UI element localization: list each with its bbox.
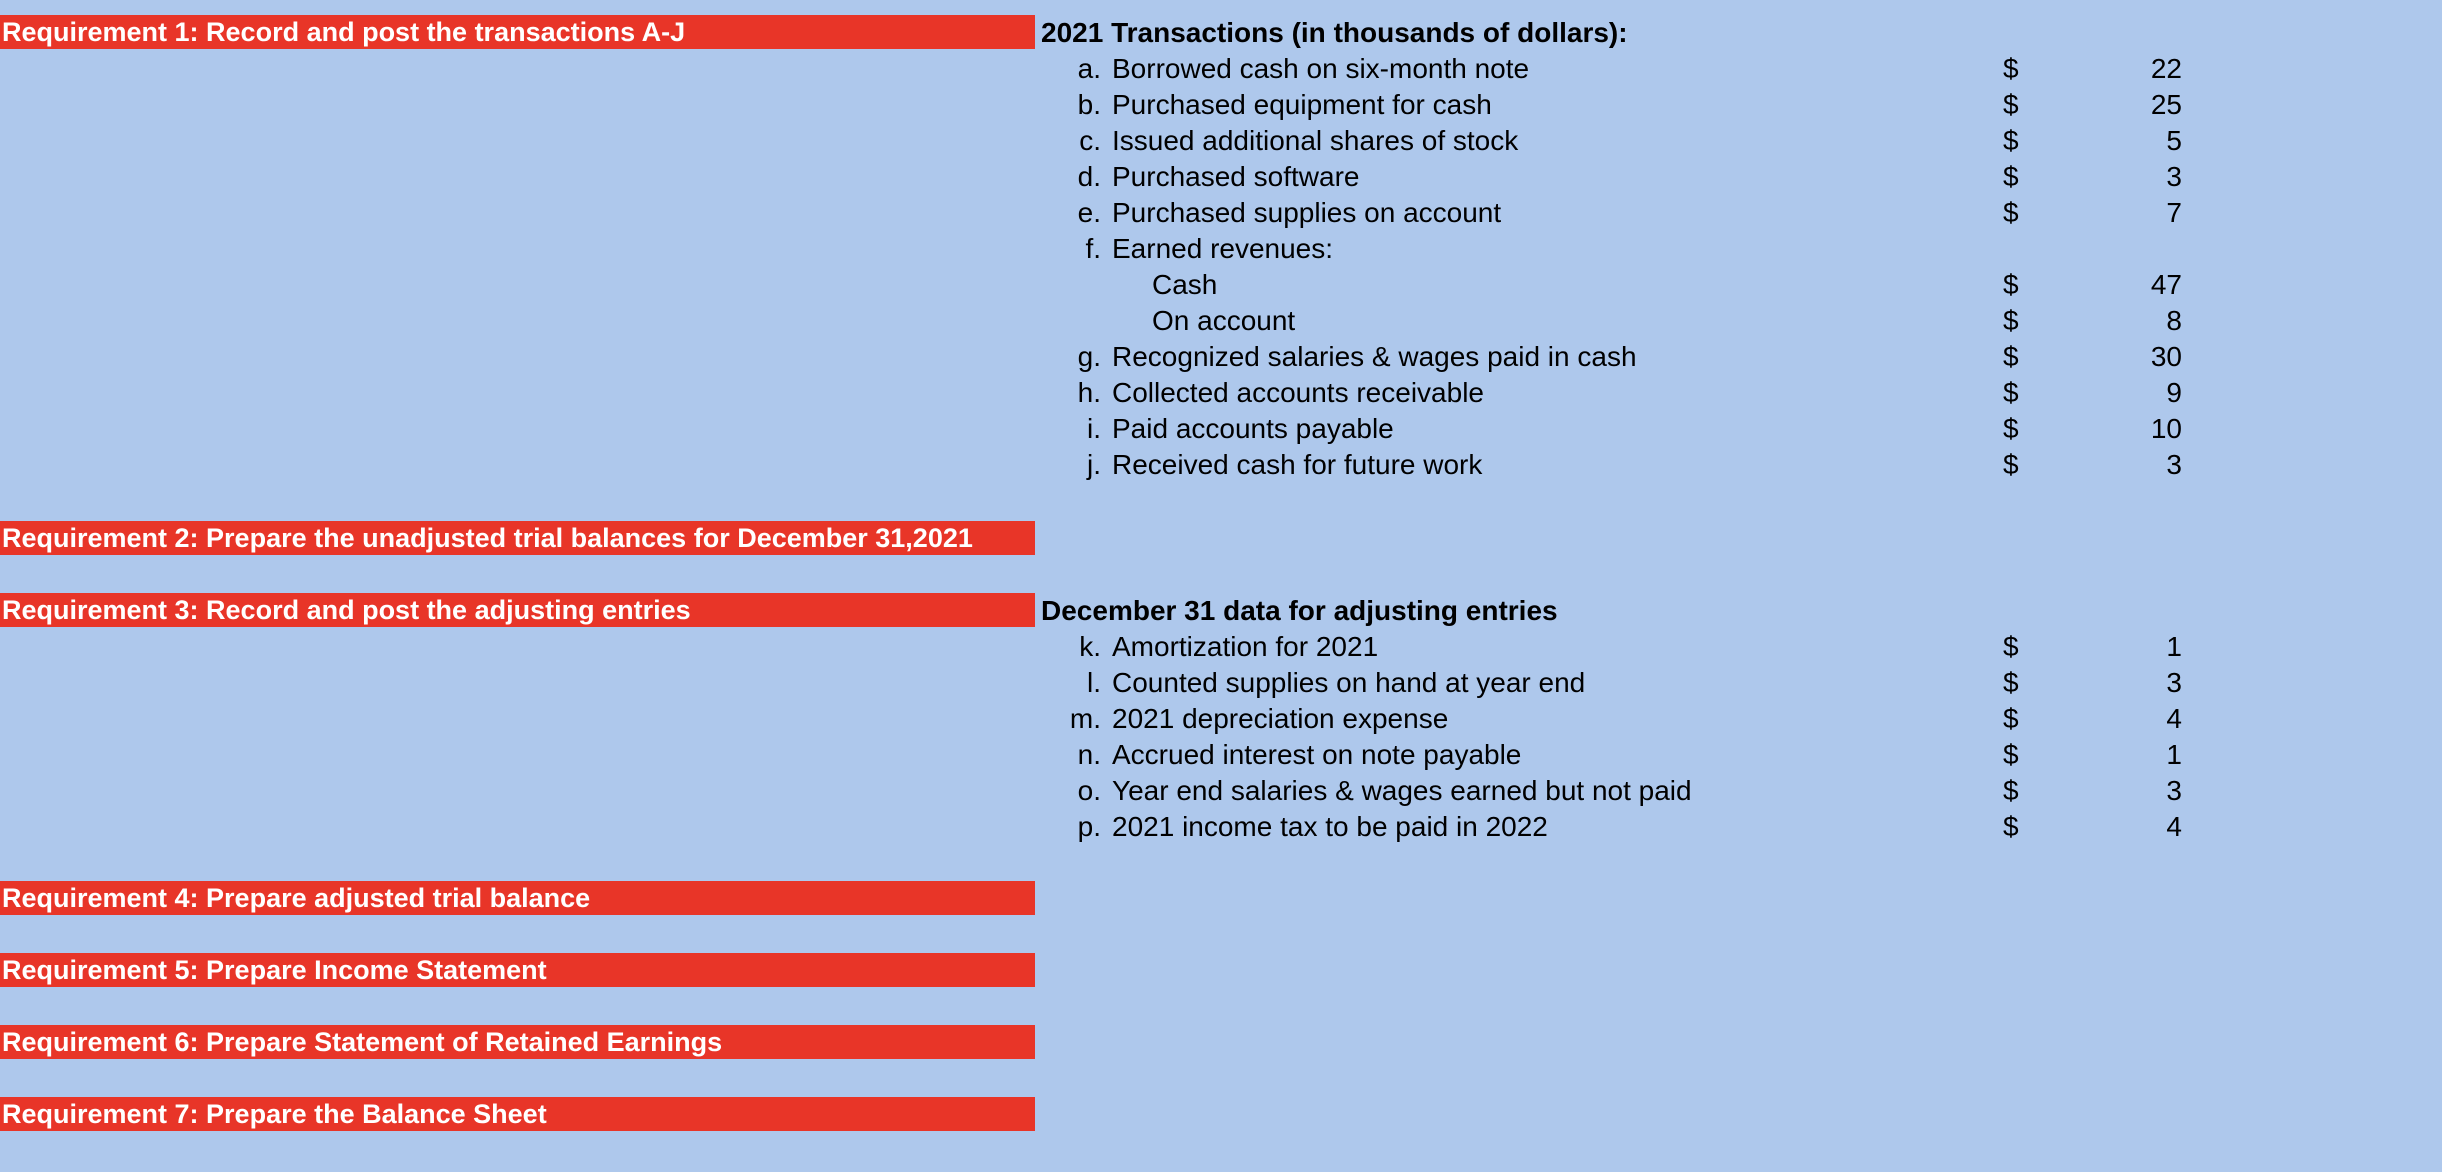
row-amount: 47 <box>2150 269 2182 300</box>
row-letter: d. <box>1077 161 1101 192</box>
row-amount: 10 <box>2150 413 2182 444</box>
row-letter: o. <box>1077 775 1101 806</box>
transaction-row-i[interactable] <box>0 411 2442 447</box>
transaction-row-c[interactable] <box>0 123 2442 159</box>
requirement-2-header[interactable] <box>0 521 1035 555</box>
row-letter: p. <box>1077 811 1101 842</box>
dollar-sign: $ <box>2003 631 2019 662</box>
adjustment-row-p[interactable] <box>0 809 2442 845</box>
row-letter: i. <box>1087 413 1101 444</box>
row-amount: 3 <box>2166 775 2182 806</box>
dollar-sign: $ <box>2003 449 2019 480</box>
dollar-sign: $ <box>2003 305 2019 336</box>
requirement-2-label: Requirement 2: Prepare the unadjusted trial balances for December 31,2021 <box>2 523 973 553</box>
row-letter: h. <box>1077 377 1101 408</box>
row-description: Borrowed cash on six-month note <box>1112 53 1530 84</box>
row-amount: 25 <box>2150 89 2182 120</box>
requirement-6-label: Requirement 6: Prepare Statement of Retained Earnings <box>2 1027 723 1057</box>
requirement-5-header[interactable] <box>0 953 1035 987</box>
transaction-row-g[interactable] <box>0 339 2442 375</box>
row-description: Accrued interest on note payable <box>1112 739 1522 770</box>
row-description: Cash <box>1152 269 1218 300</box>
dollar-sign: $ <box>2003 811 2019 842</box>
requirement-7-label: Requirement 7: Prepare the Balance Sheet <box>2 1099 547 1129</box>
row-description: Purchased supplies on account <box>1112 197 1502 228</box>
row-letter: m. <box>1069 703 1101 734</box>
adjustment-row-n[interactable] <box>0 737 2442 773</box>
row-description: Received cash for future work <box>1112 449 1483 480</box>
row-amount: 3 <box>2166 161 2182 192</box>
row-amount: 3 <box>2166 449 2182 480</box>
row-amount: 7 <box>2166 197 2182 228</box>
transaction-row-a[interactable] <box>0 51 2442 87</box>
dollar-sign: $ <box>2003 377 2019 408</box>
adjustments-title: December 31 data for adjusting entries <box>1041 595 1558 626</box>
requirement-5-label: Requirement 5: Prepare Income Statement <box>2 955 547 985</box>
row-description: 2021 income tax to be paid in 2022 <box>1112 811 1548 842</box>
transaction-row-b[interactable] <box>0 87 2442 123</box>
row-description: Collected accounts receivable <box>1112 377 1484 408</box>
dollar-sign: $ <box>2003 341 2019 372</box>
row-description: Counted supplies on hand at year end <box>1112 667 1586 698</box>
row-amount: 1 <box>2166 631 2182 662</box>
transaction-row-f[interactable] <box>0 231 2442 267</box>
row-letter: b. <box>1077 89 1101 120</box>
dollar-sign: $ <box>2003 667 2019 698</box>
row-description: Purchased software <box>1112 161 1360 192</box>
transactions-title: 2021 Transactions (in thousands of dollars): <box>1041 17 1628 48</box>
row-description: Issued additional shares of stock <box>1112 125 1519 156</box>
dollar-sign: $ <box>2003 89 2019 120</box>
requirement-3-header[interactable] <box>0 593 1035 627</box>
requirement-3-label: Requirement 3: Record and post the adjusting entries <box>2 595 691 625</box>
row-amount: 8 <box>2166 305 2182 336</box>
dollar-sign: $ <box>2003 125 2019 156</box>
row-letter: j. <box>1087 449 1101 480</box>
row-letter: k. <box>1079 631 1101 662</box>
row-amount: 3 <box>2166 667 2182 698</box>
requirement-4-header[interactable] <box>0 881 1035 915</box>
row-amount: 4 <box>2166 703 2182 734</box>
dollar-sign: $ <box>2003 775 2019 806</box>
row-description: Earned revenues: <box>1112 233 1334 264</box>
adjustment-row-l[interactable] <box>0 665 2442 701</box>
transaction-row-f-on-account[interactable] <box>0 303 2442 339</box>
row-description: Year end salaries & wages earned but not paid <box>1112 775 1692 806</box>
transaction-row-j[interactable] <box>0 447 2442 483</box>
row-letter: a. <box>1077 53 1101 84</box>
requirement-7-header[interactable] <box>0 1097 1035 1131</box>
row-amount: 5 <box>2166 125 2182 156</box>
row-amount: 1 <box>2166 739 2182 770</box>
transaction-row-d[interactable] <box>0 159 2442 195</box>
transaction-row-e[interactable] <box>0 195 2442 231</box>
dollar-sign: $ <box>2003 703 2019 734</box>
dollar-sign: $ <box>2003 739 2019 770</box>
requirement-6-header[interactable] <box>0 1025 1035 1059</box>
row-letter: f. <box>1085 233 1101 264</box>
row-description: Purchased equipment for cash <box>1112 89 1492 120</box>
row-letter: g. <box>1077 341 1101 372</box>
dollar-sign: $ <box>2003 413 2019 444</box>
transaction-row-h[interactable] <box>0 375 2442 411</box>
adjustment-row-k[interactable] <box>0 629 2442 665</box>
transaction-row-f-cash[interactable] <box>0 267 2442 303</box>
row-amount: 30 <box>2150 341 2182 372</box>
row-description: Paid accounts payable <box>1112 413 1394 444</box>
row-letter: c. <box>1079 125 1101 156</box>
dollar-sign: $ <box>2003 197 2019 228</box>
row-letter: l. <box>1087 667 1101 698</box>
row-amount: 22 <box>2150 53 2182 84</box>
row-letter: e. <box>1077 197 1101 228</box>
row-description: 2021 depreciation expense <box>1112 703 1449 734</box>
requirement-4-label: Requirement 4: Prepare adjusted trial balance <box>2 883 591 913</box>
row-description: On account <box>1152 305 1296 336</box>
requirement-1-label: Requirement 1: Record and post the transactions A-J <box>2 17 686 47</box>
row-description: Recognized salaries & wages paid in cash <box>1112 341 1637 372</box>
dollar-sign: $ <box>2003 53 2019 84</box>
dollar-sign: $ <box>2003 269 2019 300</box>
requirement-1-header[interactable] <box>0 15 1035 49</box>
row-description: Amortization for 2021 <box>1112 631 1379 662</box>
row-letter: n. <box>1077 739 1101 770</box>
dollar-sign: $ <box>2003 161 2019 192</box>
adjustment-row-m[interactable] <box>0 701 2442 737</box>
adjustment-row-o[interactable] <box>0 773 2442 809</box>
row-amount: 4 <box>2166 811 2182 842</box>
row-amount: 9 <box>2166 377 2182 408</box>
